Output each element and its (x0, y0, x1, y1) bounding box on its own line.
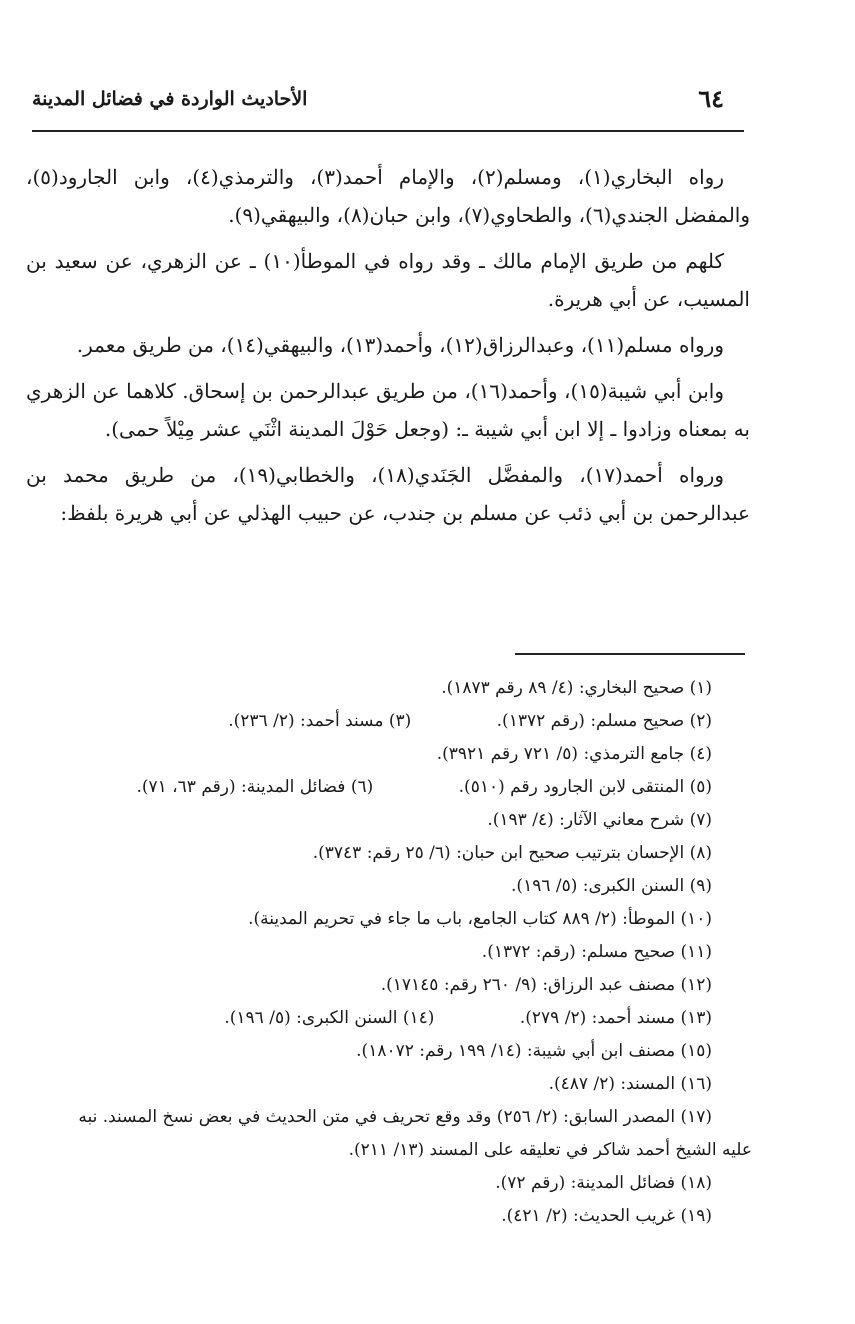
footnote-18: (١٨) فضائل المدينة: (رقم ٧٢). (495, 1173, 712, 1193)
main-text (26, 158, 750, 540)
page-header (32, 84, 744, 114)
footnote-19: (١٩) غريب الحديث: (٢/ ٤٢١). (501, 1206, 712, 1226)
paragraph-5: ورواه أحمد(١٧)، والمفضَّل الجَنَدي(١٨)، والخطابي(١٩)، من طريق محمد بن عبدالرحمن بن أبي ذئب عن مسلم بن جندب، عن حبيب الهذلي عن أبي هريرة بلفظ: (26, 463, 750, 525)
footnotes (32, 672, 752, 1233)
header-rule (32, 130, 744, 132)
footnote-7: (٧) شرح معاني الآثار: (٤/ ١٩٣). (487, 810, 712, 830)
footnote-16: (١٦) المسند: (٢/ ٤٨٧). (548, 1074, 712, 1094)
footnote-3: (٣) مسند أحمد: (٢/ ٢٣٦). (228, 711, 412, 731)
footnote-17 (32, 1101, 752, 1167)
footnote-17-line-2: عليه الشيخ أحمد شاكر في تعليقه على المسند (١٣/ ٢١١). (348, 1140, 752, 1160)
footnote-separator (515, 653, 745, 655)
page-number: ٦٤ (698, 84, 724, 113)
footnote-row-5-6 (32, 771, 752, 804)
footnote-10: (١٠) الموطأ: (٢/ ٨٨٩ كتاب الجامع، باب ما جاء في تحريم المدينة). (248, 909, 712, 929)
footnote-6: (٦) فضائل المدينة: (رقم ٦٣، ٧١). (136, 777, 374, 797)
footnote-13: (١٣) مسند أحمد: (٢/ ٢٧٩). (519, 1008, 712, 1028)
footnote-row-2-3 (32, 705, 752, 738)
footnote-8: (٨) الإحسان بترتيب صحيح ابن حبان: (٦/ ٢٥ رقم: ٣٧٤٣). (312, 843, 712, 863)
footnote-9: (٩) السنن الكبرى: (٥/ ١٩٦). (511, 876, 712, 896)
footnote-17-line-1: (١٧) المصدر السابق: (٢/ ٢٥٦) وقد وقع تحريف في متن الحديث في بعض نسخ المسند. نبه (78, 1107, 712, 1127)
footnote-11: (١١) صحيح مسلم: (رقم: ١٣٧٢). (481, 942, 712, 962)
footnote-12: (١٢) مصنف عبد الرزاق: (٩/ ٢٦٠ رقم: ١٧١٤٥). (380, 975, 712, 995)
footnote-4: (٤) جامع الترمذي: (٥/ ٧٢١ رقم ٣٩٢١). (436, 744, 712, 764)
footnote-5: (٥) المنتقى لابن الجارود رقم (٥١٠). (458, 777, 712, 797)
footnote-1: (١) صحيح البخاري: (٤/ ٨٩ رقم ١٨٧٣). (441, 678, 712, 698)
paragraph-2: كلهم من طريق الإمام مالك ـ وقد رواه في الموطأ(١٠) ـ عن الزهري، عن سعيد بن المسيب، عن أبي هريرة. (26, 249, 750, 311)
footnote-2: (٢) صحيح مسلم: (رقم ١٣٧٢). (496, 711, 712, 731)
footnote-15: (١٥) مصنف ابن أبي شيبة: (١٤/ ١٩٩ رقم: ١٨٠٧٢). (356, 1041, 712, 1061)
footnote-row-13-14 (32, 1002, 752, 1035)
running-title: الأحاديث الواردة في فضائل المدينة (32, 88, 308, 110)
paragraph-3: ورواه مسلم(١١)، وعبدالرزاق(١٢)، وأحمد(١٣)، والبيهقي(١٤)، من طريق معمر. (76, 333, 724, 357)
paragraph-1: رواه البخاري(١)، ومسلم(٢)، والإمام أحمد(٣)، والترمذي(٤)، وابن الجارود(٥)، والمفضل الجندي(٦)، والطحاوي(٧)، وابن حبان(٨)، والبيهقي(٩). (26, 165, 750, 227)
paragraph-4: وابن أبي شيبة(١٥)، وأحمد(١٦)، من طريق عبدالرحمن بن إسحاق. كلاهما عن الزهري به بمعناه وزادوا ـ إلا ابن أبي شيبة ـ: (وجعل حَوْلَ المدينة اثْنَي عشر مِيْلاً حمى). (26, 379, 750, 441)
footnote-14: (١٤) السنن الكبرى: (٥/ ١٩٦). (224, 1008, 435, 1028)
